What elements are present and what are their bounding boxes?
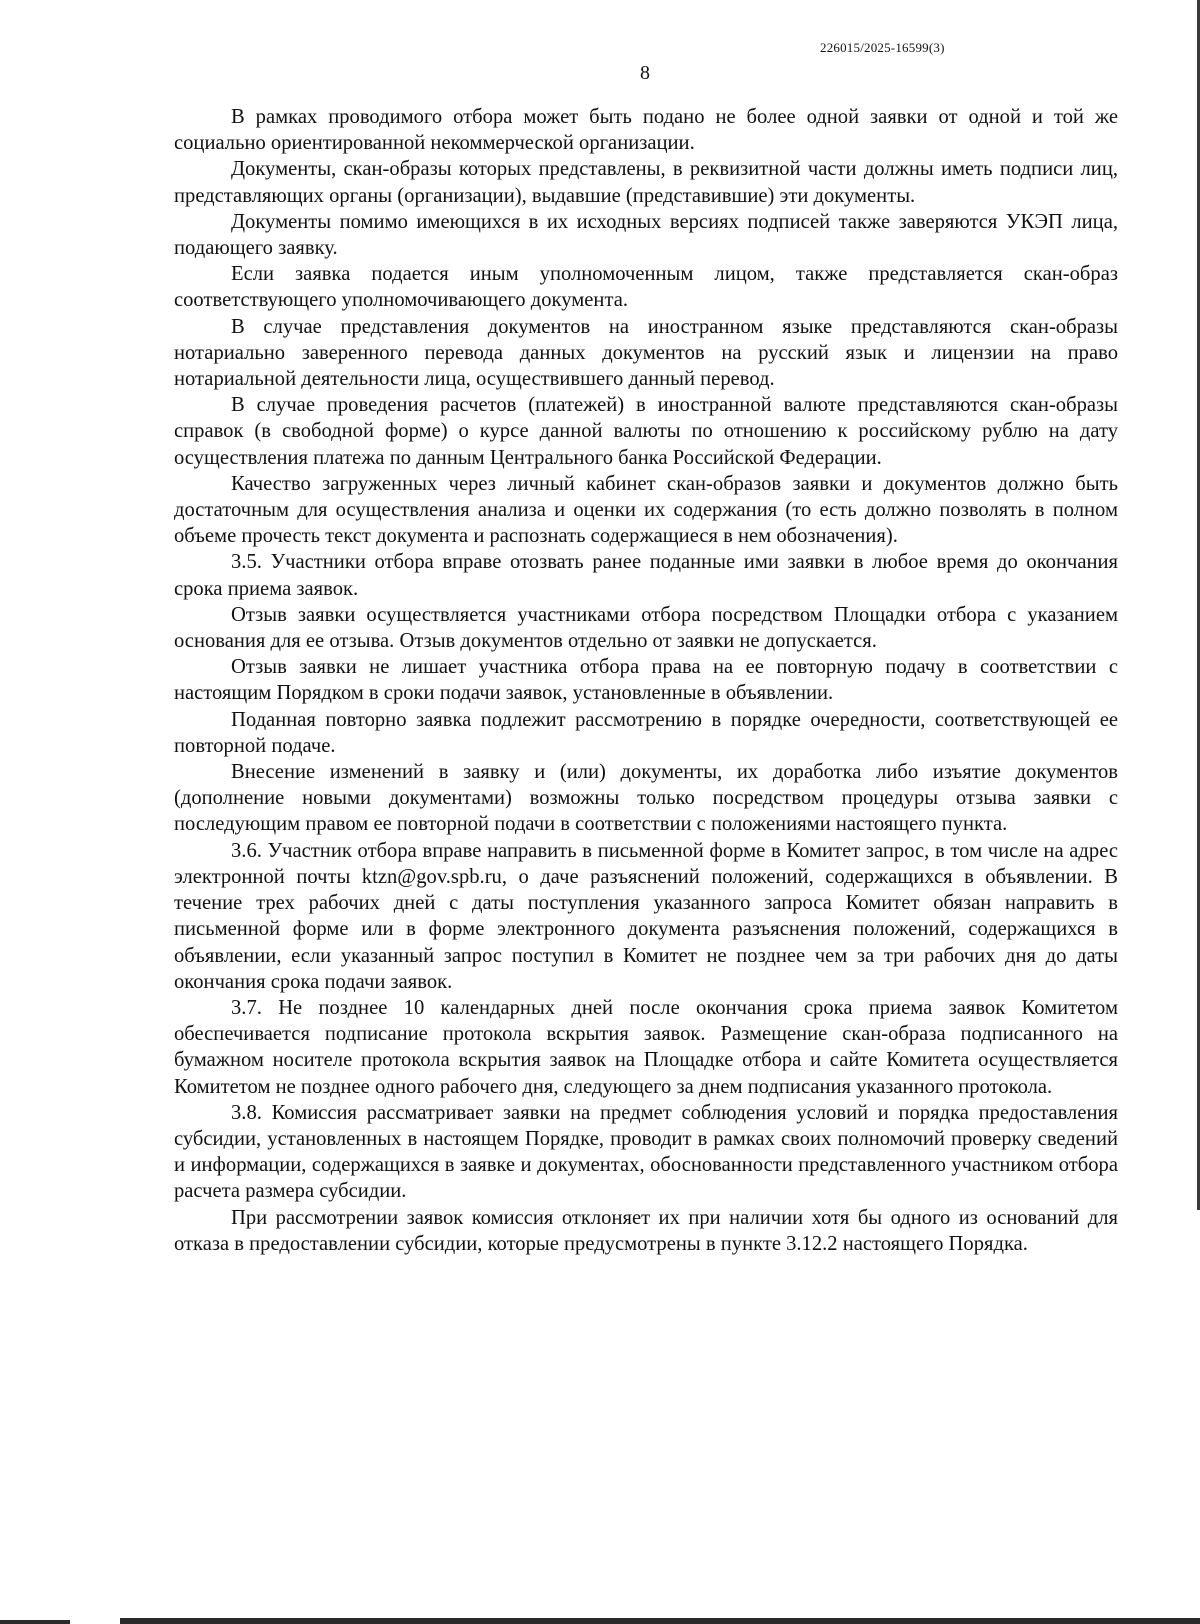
document-registration-number: 226015/2025-16599(3) <box>820 40 945 55</box>
paragraph: Документы, скан-образы которых представлены, в реквизитной части должны иметь подписи лиц, представляющих органы (организации), выдавшие (представившие) эти документы. <box>174 158 1118 207</box>
paragraph: Качество загруженных через личный кабинет скан-образов заявки и документов должно быть достаточным для осуществления анализа и оценки их содержания (то есть должно позволять в полном объеме прочесть текст документа и распознать содержащиеся в нем обозначения). <box>174 472 1118 548</box>
document-body <box>174 104 1118 1257</box>
paragraph: В рамках проводимого отбора может быть подано не более одной заявки от одной и той же социально ориентированной некоммерческой организации. <box>174 106 1118 155</box>
paragraph: Внесение изменений в заявку и (или) документы, их доработка либо изъятие документов (дополнение новыми документами) возможны только посредством процедуры отзыва заявки с последующим правом ее повторной подачи в соответствии с положениями настоящего пункта. <box>174 761 1118 836</box>
paragraph: Поданная повторно заявка подлежит рассмотрению в порядке очередности, соответствующей ее повторной подаче. <box>174 708 1118 757</box>
paragraph: Отзыв заявки не лишает участника отбора права на ее повторную подачу в соответствии с настоящим Порядком в сроки подачи заявок, установленные в объявлении. <box>174 656 1118 705</box>
paragraph-section-3-8: 3.8. Комиссия рассматривает заявки на предмет соблюдения условий и порядка предоставления субсидии, установленных в настоящем Порядке, проводит в рамках своих полномочий проверку сведений и информации, содержащихся в заявке и документах, обоснованности представленного участником отбора расчета размера субсидии. <box>174 1101 1118 1203</box>
paragraph-section-3-5: 3.5. Участники отбора вправе отозвать ранее поданные ими заявки в любое время до окончания срока приема заявок. <box>174 551 1118 600</box>
scan-bottom-edge <box>120 1618 1200 1624</box>
paragraph-section-3-6: 3.6. Участник отбора вправе направить в письменной форме в Комитет запрос, в том числе на адрес электронной почты ktzn@gov.spb.ru, о даче разъяснений положений, содержащихся в объявлении. В течение трех рабочих дней с даты поступления указанного запроса Комитет обязан направить в письменной форме или в форме электронного документа разъяснения положений, содержащихся в объявлении, если указанный запрос поступил в Комитет не позднее чем за три рабочих дня до даты окончания срока подачи заявок. <box>174 839 1118 993</box>
scan-bottom-mark <box>0 1620 70 1624</box>
paragraph: Если заявка подается иным уполномоченным лицом, также представляется скан-образ соответствующего уполномочивающего документа. <box>174 263 1118 312</box>
paragraph: При рассмотрении заявок комиссия отклоняет их при наличии хотя бы одного из оснований для отказа в предоставлении субсидии, которые предусмотрены в пункте 3.12.2 настоящего Порядка. <box>174 1206 1118 1255</box>
paragraph: Отзыв заявки осуществляется участниками отбора посредством Площадки отбора с указанием основания для ее отзыва. Отзыв документов отдельно от заявки не допускается. <box>174 603 1118 653</box>
paragraph: В случае проведения расчетов (платежей) в иностранной валюте представляются скан-образы справок (в свободной форме) о курсе данной валюты по отношению к российскому рублю на дату осуществления платежа по данным Центрального банка Российской Федерации. <box>174 394 1118 469</box>
paragraph: Документы помимо имеющихся в их исходных версиях подписей также заверяются УКЭП лица, подающего заявку. <box>174 210 1118 260</box>
page-number: 8 <box>640 62 650 84</box>
paragraph: В случае представления документов на иностранном языке представляются скан-образы нотариально заверенного перевода данных документов на русский язык и лицензии на право нотариальной деятельности лица, осуществившего данный перевод. <box>174 315 1118 391</box>
paragraph-section-3-7: 3.7. Не позднее 10 календарных дней после окончания срока приема заявок Комитетом обеспечивается подписание протокола вскрытия заявок. Размещение скан-образа подписанного на бумажном носителе протокола вскрытия заявок на Площадке отбора и сайте Комитета осуществляется Комитетом не позднее одного рабочего дня, следующего за днем подписания указанного протокола. <box>174 996 1118 1098</box>
